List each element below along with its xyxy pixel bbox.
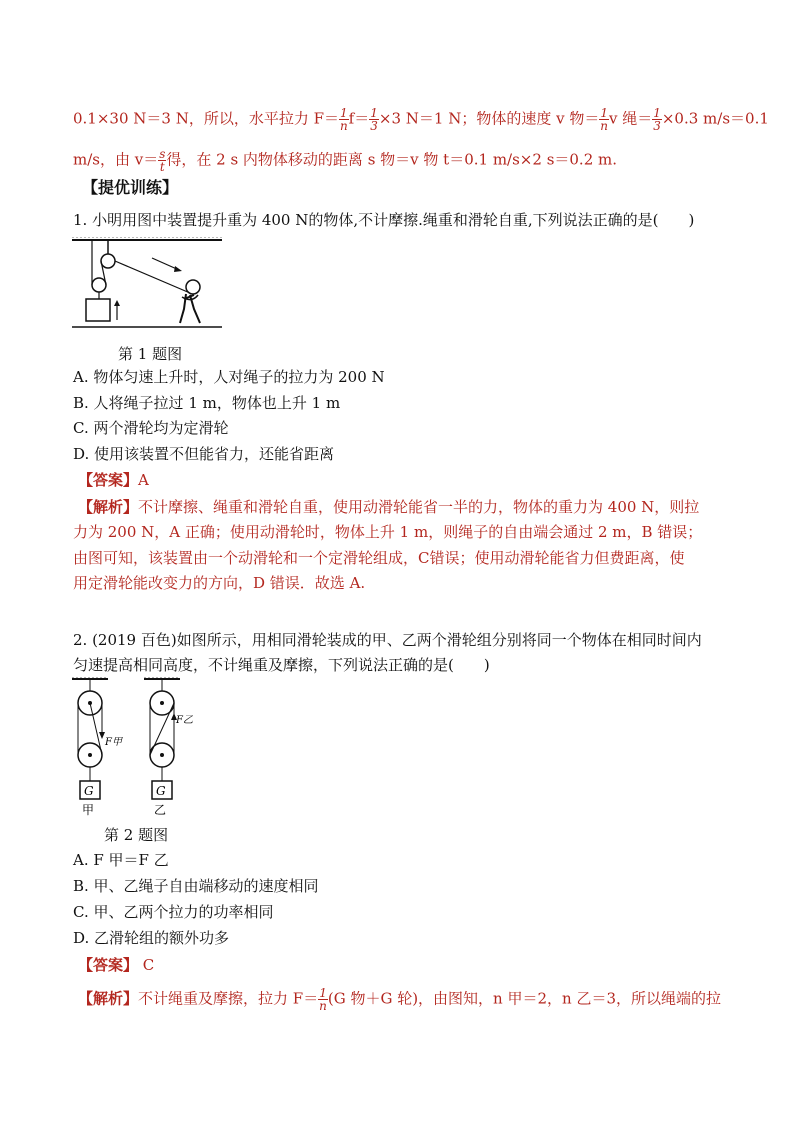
q2-analysis: 【解析】不计绳重及摩擦，拉力 F＝ $\frac{1}{n}$ (G 物＋G 轮)，由图知，n 甲＝2，n 乙＝3，所以绳端的拉	[78, 986, 721, 1013]
solution-line-1: 0.1×30 N＝3 N，所以，水平拉力 F＝ $\frac{1}{n}$ f＝ $\frac{1}{3}$ ×3 N＝1 N；物体的速度 v 物＝ $\frac{1}{n}$ v 绳＝ $\frac{1}{3}$ ×0.3 m/s＝0.1	[73, 106, 769, 133]
q1-option-d: D. 使用该装置不但能省力，还能省距离	[73, 445, 335, 463]
q2-figure	[68, 677, 218, 817]
analysis-label: 【解析】	[78, 498, 139, 516]
q1-stem: 1. 小明用图中装置提升重为 400 N的物体,不计摩擦.绳重和滑轮自重,下列说法正确的是( )	[73, 211, 695, 229]
force-label-jia: F甲	[105, 737, 122, 748]
q1-option-b: B. 人将绳子拉过 1 m，物体也上升 1 m	[73, 394, 341, 412]
q2-option-c: C. 甲、乙两个拉力的功率相同	[73, 903, 274, 921]
q1-analysis-line-4: 用定滑轮能改变力的方向，D 错误．故选 A.	[73, 574, 366, 592]
q2-caption: 第 2 题图	[104, 826, 169, 844]
q1-option-a: A. 物体匀速上升时，人对绳子的拉力为 200 N	[73, 368, 385, 386]
q1-analysis-line-2: 力为 200 N，A 正确；使用动滑轮时，物体上升 1 m，则绳子的自由端会通过 2 m，B 错误；	[73, 523, 703, 541]
answer-value: A	[138, 471, 149, 489]
fraction: $\frac{1}{n}$	[339, 106, 348, 133]
q1-analysis-line-3: 由图可知，该装置由一个动滑轮和一个定滑轮组成，C错误；使用动滑轮能省力但费距离，使	[73, 549, 685, 567]
solution-line-2: m/s，由 v＝ $\frac{s}{t}$ 得，在 2 s 内物体移动的距离 s 物＝v 物 t＝0.1 m/s×2 s＝0.2 m.	[73, 147, 618, 174]
g-label-yi: G	[156, 784, 166, 798]
q1-option-c: C. 两个滑轮均为定滑轮	[73, 419, 229, 437]
label-yi: 乙	[154, 803, 167, 817]
fraction: $\frac{1}{3}$	[653, 106, 661, 133]
fraction: $\frac{s}{t}$	[159, 147, 166, 174]
q2-option-b: B. 甲、乙绳子自由端移动的速度相同	[73, 877, 319, 895]
q1-figure	[72, 237, 232, 333]
answer-label: 【答案】	[78, 471, 139, 489]
label-jia: 甲	[82, 803, 95, 817]
q2-option-d: D. 乙滑轮组的额外功多	[73, 929, 230, 947]
fraction: $\frac{1}{n}$	[600, 106, 609, 133]
answer-label: 【答案】	[78, 956, 139, 974]
force-label-yi: F乙	[176, 715, 193, 726]
q2-answer	[78, 955, 154, 975]
q2-stem-line-2: 匀速提高相同高度，不计绳重及摩擦，下列说法正确的是( )	[73, 656, 490, 674]
g-label-jia: G	[84, 784, 94, 798]
analysis-label: 【解析】	[78, 989, 139, 1008]
q1-answer	[78, 470, 149, 490]
q2-stem-line-1: 2. (2019 百色)如图所示，用相同滑轮装成的甲、乙两个滑轮组分别将同一个物体在相同时间内	[73, 631, 702, 649]
fraction: $\frac{1}{n}$	[319, 986, 327, 1013]
q2-option-a: A. F 甲＝F 乙	[73, 851, 169, 869]
q1-analysis-line-1: 【解析】不计摩擦、绳重和滑轮自重，使用动滑轮能省一半的力，物体的重力为 400 N，则拉	[78, 498, 700, 516]
fraction: $\frac{1}{3}$	[370, 106, 378, 133]
answer-value: C	[142, 956, 155, 974]
section-title: 【提优训练】	[82, 178, 179, 197]
q1-caption: 第 1 题图	[118, 345, 183, 363]
